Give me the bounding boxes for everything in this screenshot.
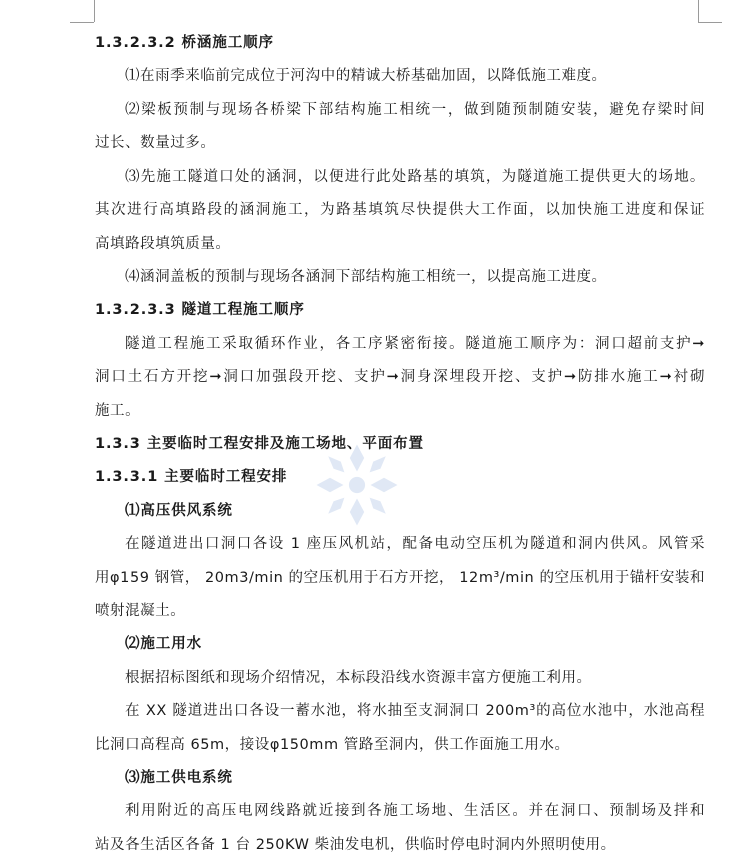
- para-water-line-3: 比洞口高程高 65m，接设φ150mm 管路至洞内，供工作面施工用水。: [95, 737, 570, 753]
- heading-tunnel-sequence: 1.3.2.3.3 隧道工程施工顺序: [95, 302, 305, 318]
- para-tunnel-line-1: 隧道工程施工采取循环作业，各工序紧密衔接。隧道施工顺序为：洞口超前支护➞: [125, 336, 705, 352]
- para-power-line-1: 利用附近的高压电网线路就近接到各施工场地、生活区。并在洞口、预制场及拌和: [125, 803, 705, 819]
- crop-mark-top-right-horizontal: [698, 22, 722, 23]
- subheading-water-supply: ⑵施工用水: [125, 636, 202, 652]
- subheading-air-supply: ⑴高压供风系统: [125, 503, 233, 519]
- para-bridge-item-2-line-1: ⑵梁板预制与现场各桥梁下部结构施工相统一，做到随预制随安装，避免存梁时间: [125, 102, 705, 118]
- para-bridge-item-3-line-2: 其次进行高填路段的涵洞施工，为路基填筑尽快提供大工作面，以加快施工进度和保证: [95, 202, 705, 218]
- crop-mark-top-left-horizontal: [70, 22, 94, 23]
- para-air-line-1: 在隧道进出口洞口各设 1 座压风机站，配备电动空压机为隧道和洞内供风。风管采: [125, 536, 705, 552]
- para-bridge-item-4: ⑷涵洞盖板的预制与现场各涵洞下部结构施工相统一，以提高施工进度。: [125, 269, 607, 285]
- heading-bridge-culvert-sequence: 1.3.2.3.2 桥涵施工顺序: [95, 35, 274, 51]
- para-air-line-3: 喷射混凝土。: [95, 603, 186, 619]
- para-bridge-item-1: ⑴在雨季来临前完成位于河沟中的精诚大桥基础加固，以降低施工难度。: [125, 68, 607, 84]
- para-tunnel-line-3: 施工。: [95, 403, 141, 419]
- heading-temporary-works-layout: 1.3.3 主要临时工程安排及施工场地、平面布置: [95, 436, 424, 452]
- para-water-line-2: 在 XX 隧道进出口各设一蓄水池，将水抽至支洞洞口 200m³的高位水池中，水池高程: [125, 703, 705, 719]
- crop-mark-top-left: [94, 0, 95, 22]
- para-power-line-2: 站及各生活区各备 1 台 250KW 柴油发电机，供临时停电时洞内外照明使用。: [95, 837, 616, 853]
- crop-mark-top-right: [698, 0, 699, 22]
- para-water-line-1: 根据招标图纸和现场介绍情况，本标段沿线水资源丰富方便施工利用。: [125, 670, 592, 686]
- para-bridge-item-3-line-1: ⑶先施工隧道口处的涵洞，以便进行此处路基的填筑，为隧道施工提供更大的场地。: [125, 169, 705, 185]
- para-bridge-item-2-line-2: 过长、数量过多。: [95, 135, 216, 151]
- para-air-line-2: 用φ159 钢管， 20m3/min 的空压机用于石方开挖， 12m³/min 的空压机用于锚杆安装和: [95, 570, 705, 586]
- para-tunnel-line-2: 洞口土石方开挖➞洞口加强段开挖、支护➞洞身深埋段开挖、支护➞防排水施工➞衬砌: [95, 369, 705, 385]
- para-bridge-item-3-line-3: 高填路段填筑质量。: [95, 236, 231, 252]
- subheading-power-supply: ⑶施工供电系统: [125, 770, 233, 786]
- heading-main-temporary-works: 1.3.3.1 主要临时工程安排: [95, 469, 288, 485]
